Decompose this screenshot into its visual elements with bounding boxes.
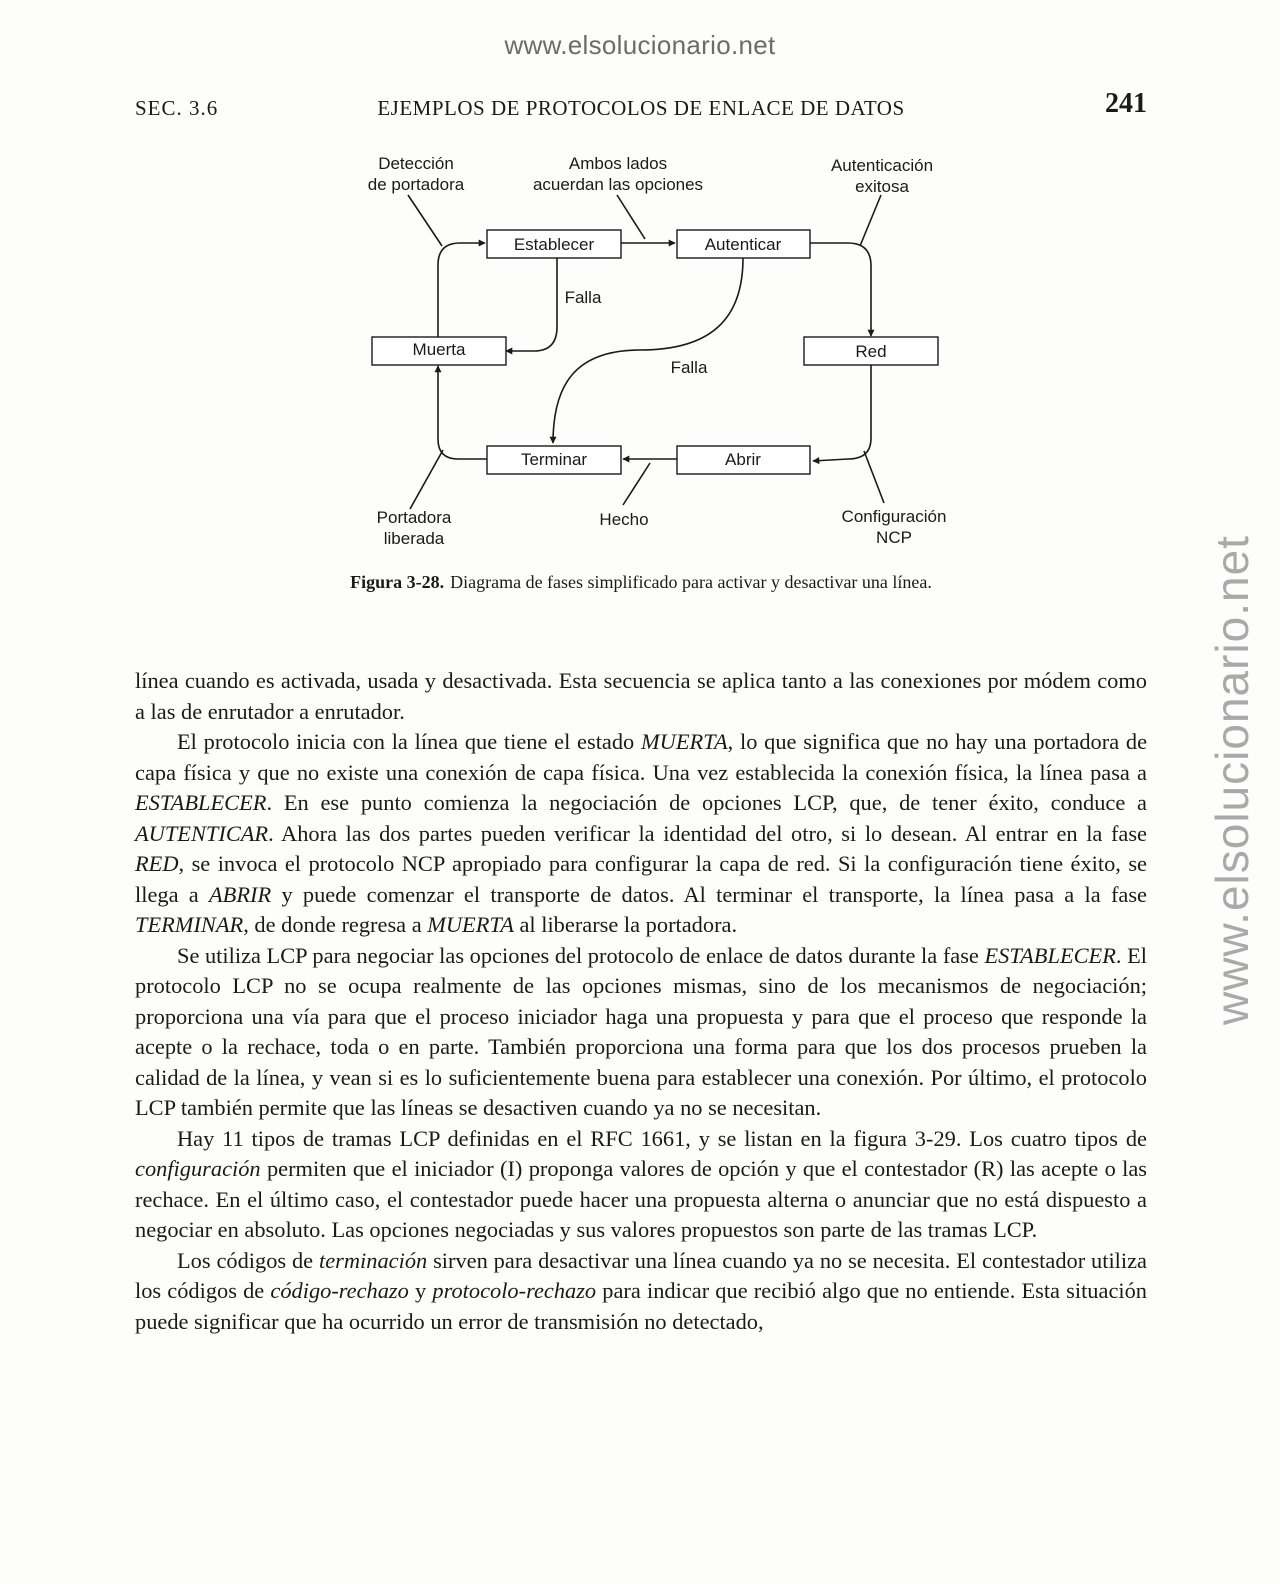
- callout-portadora: [410, 450, 443, 509]
- figure-caption-text: Diagrama de fases simplificado para activar y desactivar una línea.: [450, 572, 932, 592]
- state-terminar: Terminar: [520, 450, 588, 469]
- label-portadora-line2: liberada: [383, 529, 445, 548]
- callout-configuracion: [864, 451, 884, 503]
- italic-term: ESTABLECER: [135, 790, 267, 815]
- watermark-url-side: www.elsolucionario.net: [1206, 535, 1258, 1025]
- text-run: . En ese punto comienza la negociación de opciones LCP, que, de tener éxito, conduce a: [266, 790, 1147, 815]
- label-hecho: Hecho: [599, 510, 649, 529]
- paragraph-3: [135, 941, 1147, 1124]
- edge-terminar-muerta: [438, 366, 487, 459]
- callout-autenticacion: [860, 195, 881, 246]
- watermark-url-top: www.elsolucionario.net: [504, 30, 776, 60]
- label-config-line1: Configuración: [841, 507, 947, 526]
- paragraph-4: [135, 1124, 1147, 1246]
- text-run: Se utiliza LCP para negociar las opciones del protocolo de enlace de datos durante la fase: [177, 942, 985, 968]
- text-run: sirven para desactivar una línea cuando ya no se necesita. El contestador utiliza los códigos de: [135, 1247, 1147, 1303]
- italic-term: RED: [135, 851, 179, 876]
- italic-term: ESTABLECER: [984, 942, 1116, 968]
- text-run: y: [408, 1278, 433, 1303]
- edge-autenticar-falla-terminar: [553, 258, 743, 443]
- callout-hecho: [623, 463, 650, 505]
- text-run: línea cuando es activada, usada y desactivada. Esta secuencia se aplica tanto a las conexiones por módem como a las de enrutador a enrutador.: [135, 668, 1147, 724]
- italic-term: AUTENTICAR: [135, 820, 269, 846]
- italic-term: configuración: [135, 1156, 261, 1181]
- label-falla-autenticar: Falla: [670, 358, 708, 377]
- state-autenticar: Autenticar: [704, 235, 782, 254]
- state-muerta: Muerta: [412, 340, 466, 359]
- text-run: , se invoca el protocolo NCP apropiado para configurar la capa de red. Si la configuración tiene éxito, se llega a: [135, 851, 1147, 907]
- section-number: SEC. 3.6: [135, 96, 219, 120]
- label-ambos-line2: acuerdan las opciones: [532, 175, 704, 194]
- paragraph-1: [135, 666, 1147, 727]
- label-deteccion-line2: de portadora: [367, 175, 465, 194]
- text-run: . Ahora las dos partes pueden verificar la identidad del otro, si lo desean. Al entrar en la fase: [268, 820, 1147, 846]
- edge-red-abrir: [813, 363, 871, 461]
- text-run: , lo que significa que no hay una portadora de capa física y que no existe una conexión de capa física. Una vez establecida la conexión física, la línea pasa a: [135, 729, 1148, 785]
- label-ambos-line1: Ambos lados: [568, 154, 668, 173]
- running-title: EJEMPLOS DE PROTOCOLOS DE ENLACE DE DATOS: [377, 96, 905, 120]
- text-run: al liberarse la portadora.: [513, 912, 738, 937]
- page-number: 241: [1105, 88, 1147, 119]
- text-run: Hay 11 tipos de tramas LCP definidas en el RFC 1661, y se listan en la figura 3-29. Los cuatro tipos de: [177, 1125, 1147, 1151]
- text-run: , de donde regresa a: [243, 912, 428, 937]
- text-run: Los códigos de: [177, 1247, 319, 1273]
- edge-establecer-falla-muerta: [506, 258, 557, 351]
- paragraph-2: [135, 727, 1147, 941]
- edge-autenticar-red: [810, 243, 871, 336]
- label-autenticacion-line2: exitosa: [855, 177, 909, 196]
- label-config-line2: NCP: [876, 528, 912, 547]
- page-header: [135, 88, 1147, 126]
- state-establecer: Establecer: [513, 235, 595, 254]
- body-text: [135, 666, 1147, 1337]
- label-falla-establecer: Falla: [564, 288, 602, 307]
- label-portadora-line1: Portadora: [376, 508, 452, 527]
- italic-term: MUERTA: [641, 729, 728, 754]
- italic-term: terminación: [319, 1247, 428, 1273]
- text-run: . El protocolo LCP no se ocupa realmente de las opciones mismas, sino de los mecanismos de negociación; proporciona una vía para que el proceso iniciador haga una propuesta y para que el proceso que responde la acepte o la rechace, toda o en parte. También proporciona una forma para que los dos procesos prueben la calidad de la línea, y vean si es lo suficientemente buena para establecer una conexión. Por último, el protocolo LCP también permite que las líneas se desactiven cuando ya no se necesitan.: [135, 942, 1148, 1120]
- text-run: permiten que el iniciador (I) proponga valores de opción y que el contestador (R) las acepte o las rechace. En el último caso, el contestador puede hacer una propuesta alterna o anunciar que no está dispuesto a negociar en absoluto. Las opciones negociadas y sus valores propuestos son parte de las tramas LCP.: [135, 1156, 1147, 1242]
- text-run: El protocolo inicia con la línea que tiene el estado: [177, 729, 641, 754]
- label-autenticacion-line1: Autenticación: [830, 156, 934, 175]
- italic-term: MUERTA: [427, 912, 514, 937]
- phase-diagram: [340, 145, 960, 565]
- paragraph-5: [135, 1246, 1147, 1338]
- text-run: para indicar que recibió algo que no entiende. Esta situación puede significar que ha ocurrido un error de transmisión no detectado,: [135, 1278, 1147, 1334]
- label-deteccion-line1: Detección: [378, 154, 454, 173]
- state-red: Red: [855, 342, 887, 361]
- italic-term: código-rechazo: [270, 1278, 409, 1303]
- italic-term: ABRIR: [209, 881, 272, 907]
- edge-muerta-establecer: [438, 243, 485, 338]
- state-abrir: Abrir: [725, 450, 761, 469]
- italic-term: TERMINAR: [135, 912, 244, 937]
- figure-label: Figura 3-28.: [350, 572, 445, 592]
- figure-caption: [135, 572, 1147, 593]
- callout-deteccion: [408, 195, 442, 246]
- text-run: y puede comenzar el transporte de datos. Al terminar el transporte, la línea pasa a la fase: [271, 881, 1147, 907]
- italic-term: protocolo-rechazo: [432, 1278, 597, 1303]
